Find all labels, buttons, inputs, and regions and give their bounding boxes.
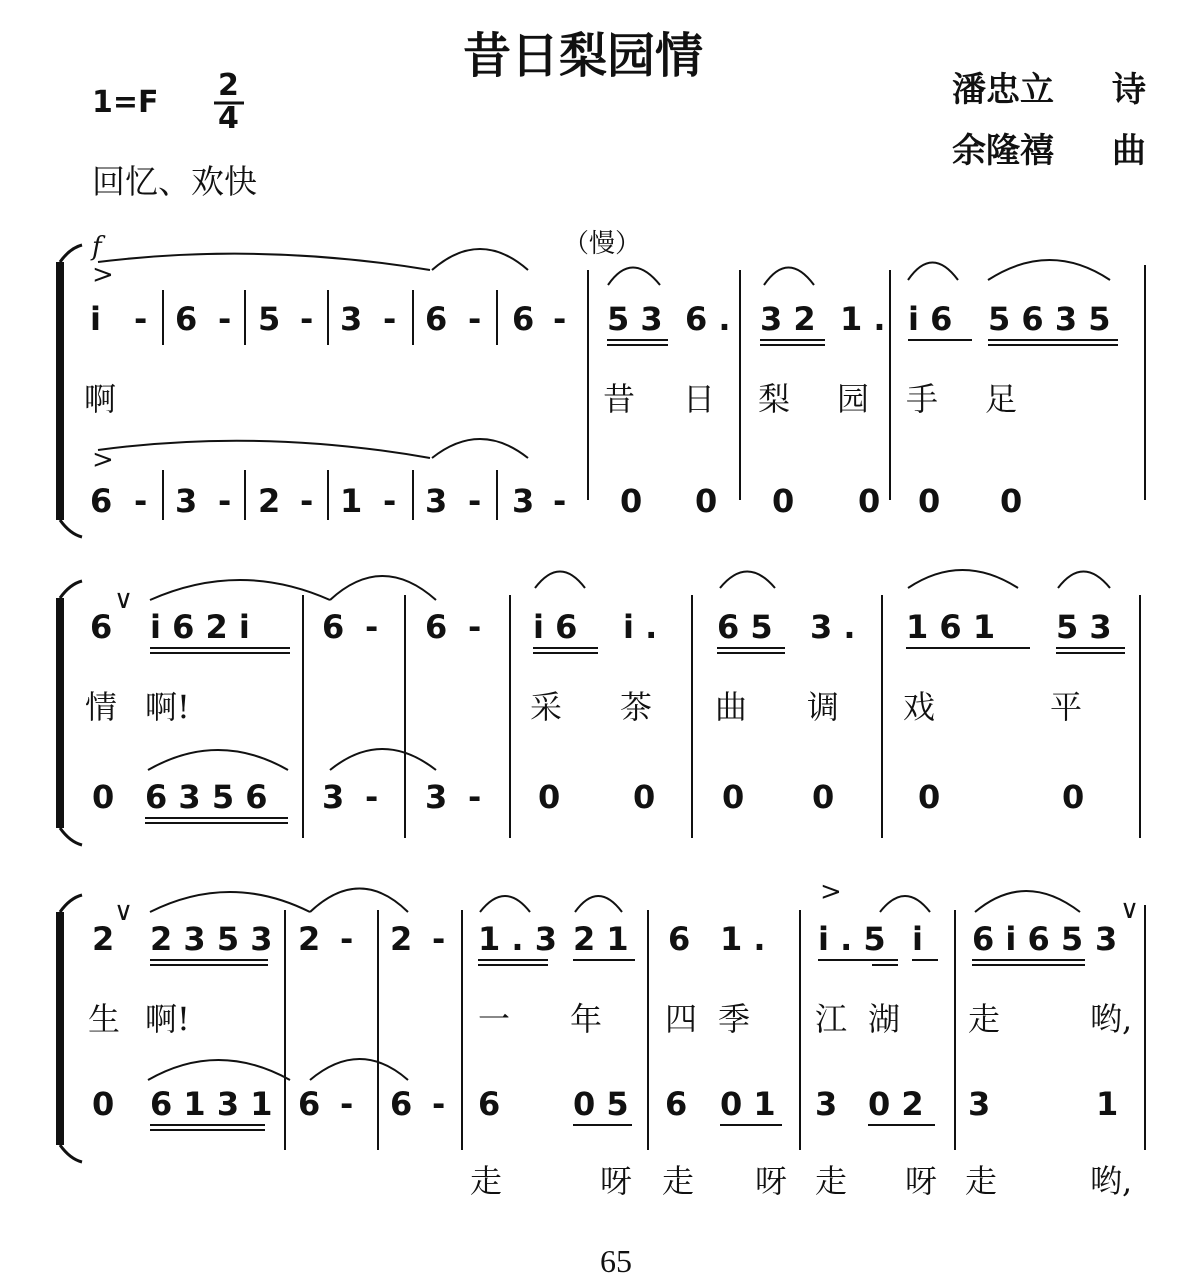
lyric: 啊! [145,1000,190,1038]
accent-mark: > [820,877,842,907]
lower-note: 0 [858,482,881,520]
lower-note: 0 [633,778,656,816]
song-title: 昔日梨园情 [463,28,704,84]
slur [908,570,1018,588]
lyricist-name: 潘忠立 [952,70,1054,110]
time-signature-numerator: 2 [218,68,239,103]
lyricist-role: 诗 [1112,70,1146,110]
upper-note: i [90,300,101,338]
upper-note: - [340,920,354,958]
lower-note: 0 [772,482,795,520]
breath-mark: ∨ [114,585,134,615]
upper-note: - [468,608,482,646]
upper-note: 3 . [810,608,856,646]
key-signature: 1=F [92,85,159,120]
lyric: 走 [470,1162,503,1200]
upper-note: 5 3 [1056,608,1112,646]
lyric: 湖 [868,1000,901,1038]
composer-name: 余隆禧 [952,131,1054,171]
lower-note: 0 [620,482,643,520]
lyric: 季 [718,1000,751,1038]
breath-mark: ∨ [1120,895,1140,925]
dynamic-mark: f [92,232,102,262]
upper-note: 6 [512,300,535,338]
upper-note: - [383,300,397,338]
lower-note: 1 [1096,1085,1119,1123]
slur [330,749,436,770]
upper-note: 6 [90,608,113,646]
slur [148,750,288,770]
upper-note: - [365,608,379,646]
lyric: 一 [478,1000,511,1038]
upper-note: i . 5 [818,920,886,958]
slur [988,260,1110,280]
upper-note: 5 3 [607,300,663,338]
upper-note: 2 [390,920,413,958]
lower-note: - [134,482,148,520]
lower-note: 0 [722,778,745,816]
upper-note: - [134,300,148,338]
slur [908,263,958,281]
lower-note: 6 [478,1085,501,1123]
slur [764,268,814,286]
lyric: 茶 [620,688,653,726]
lyric: 走 [815,1162,848,1200]
upper-note: - [553,300,567,338]
lower-note: 0 [812,778,835,816]
lyric: 情 [85,688,118,726]
slur [150,892,310,912]
lower-note: 6 1 3 1 [150,1085,273,1123]
accent-mark: > [92,260,114,290]
lyric: 哟, [1090,1000,1133,1038]
upper-note: 3 [1095,920,1118,958]
upper-note: i 6 [533,608,578,646]
upper-note: - [432,920,446,958]
composer-role: 曲 [1112,131,1146,171]
upper-note: i [912,920,923,958]
lyric: 年 [570,1000,603,1038]
lower-note: - [300,482,314,520]
lower-note: 1 [340,482,363,520]
lyric: 走 [968,1000,1001,1038]
lower-note: - [553,482,567,520]
lower-note: 3 [968,1085,991,1123]
upper-note: 1 . 3 [478,920,557,958]
upper-note: - [300,300,314,338]
upper-note: 6 [668,920,691,958]
time-signature-denominator: 4 [218,101,239,136]
slur [535,572,585,589]
slur [480,896,530,912]
lower-note: 3 [322,778,345,816]
upper-note: - [218,300,232,338]
lower-note: - [468,778,482,816]
lower-note: - [340,1085,354,1123]
upper-note: 6 [322,608,345,646]
lower-note: 0 [918,482,941,520]
upper-note: 6 [425,608,448,646]
lyric: 平 [1050,688,1083,726]
lower-note: 3 [175,482,198,520]
slur [148,1060,290,1080]
lower-note: 3 [815,1085,838,1123]
lyric: 江 [815,1000,848,1038]
lower-note: 0 [918,778,941,816]
lyric: 走 [965,1162,998,1200]
system-3 [60,877,1145,1200]
upper-note: i 6 [908,300,953,338]
mood-marking: 回忆、欢快 [92,162,257,201]
lower-note: 0 2 [868,1085,924,1123]
upper-note: 6 5 [717,608,773,646]
lower-note: 0 [538,778,561,816]
lower-note: 6 3 5 6 [145,778,268,816]
lyric: 啊 [84,380,117,418]
slur [880,896,930,912]
lower-note: - [468,482,482,520]
slur [330,576,436,600]
upper-note: - [468,300,482,338]
breath-mark: ∨ [114,897,134,927]
slur [720,572,775,589]
slur [310,1059,408,1080]
lower-note: 0 [695,482,718,520]
upper-note: 2 [92,920,115,958]
lyric: 走 [662,1162,695,1200]
lyric: 戏 [903,688,936,726]
upper-note: 3 [340,300,363,338]
upper-note: 6 [175,300,198,338]
accent-mark: > [92,445,114,475]
lyric: 梨 [758,380,791,418]
lower-note: 6 [390,1085,413,1123]
upper-note: 1 . [840,300,886,338]
system-2 [60,570,1140,845]
lower-note: 0 1 [720,1085,776,1123]
lyric: 园 [837,380,870,418]
upper-note: 5 [258,300,281,338]
lower-note: - [383,482,397,520]
lyric: 四 [665,1000,698,1038]
lyric: 曲 [715,688,748,726]
slur [432,249,528,270]
slur [975,891,1080,912]
lower-note: - [218,482,232,520]
slur [98,441,430,458]
lyric: 呀 [600,1162,633,1200]
lyric: 呀 [755,1162,788,1200]
lyric: 足 [985,380,1018,418]
lyric: 啊! [145,688,190,726]
slur [1058,572,1110,589]
page-number: 65 [600,1243,632,1279]
lower-note: 0 [92,1085,115,1123]
slur [608,268,660,286]
lyric: 生 [88,1000,121,1038]
lower-note: 3 [425,778,448,816]
lower-note: 3 [512,482,535,520]
lyric: 日 [683,380,716,418]
lower-note: 6 [90,482,113,520]
system-1 [60,229,1145,537]
upper-note: 2 1 [573,920,629,958]
upper-note: i . [623,608,658,646]
upper-note: 6 i 6 5 [972,920,1084,958]
upper-note: i 6 2 i [150,608,250,646]
lower-note: 0 [1062,778,1085,816]
lyric: 调 [807,688,840,726]
lyric: 手 [906,380,939,418]
lower-note: - [365,778,379,816]
lyric: 采 [530,688,563,726]
upper-note: 2 [298,920,321,958]
upper-note: 1 . [720,920,766,958]
lyric: 昔 [603,380,636,418]
tempo-mark: （慢） [563,229,642,259]
slur [575,896,622,912]
upper-note: 3 2 [760,300,816,338]
lower-note: 0 5 [573,1085,629,1123]
slur [310,889,408,913]
slur [432,439,528,458]
lyric: 呀 [905,1162,938,1200]
upper-note: 1 6 1 [906,608,996,646]
lower-note: - [432,1085,446,1123]
lower-note: 2 [258,482,281,520]
lower-note: 6 [665,1085,688,1123]
slur [98,254,430,270]
lower-note: 3 [425,482,448,520]
lower-note: 6 [298,1085,321,1123]
lyric: 哟, [1090,1162,1133,1200]
upper-note: 6 . [685,300,731,338]
lower-note: 0 [1000,482,1023,520]
lower-note: 0 [92,778,115,816]
upper-note: 6 [425,300,448,338]
upper-note: 2 3 5 3 [150,920,273,958]
upper-note: 5 6 3 5 [988,300,1111,338]
